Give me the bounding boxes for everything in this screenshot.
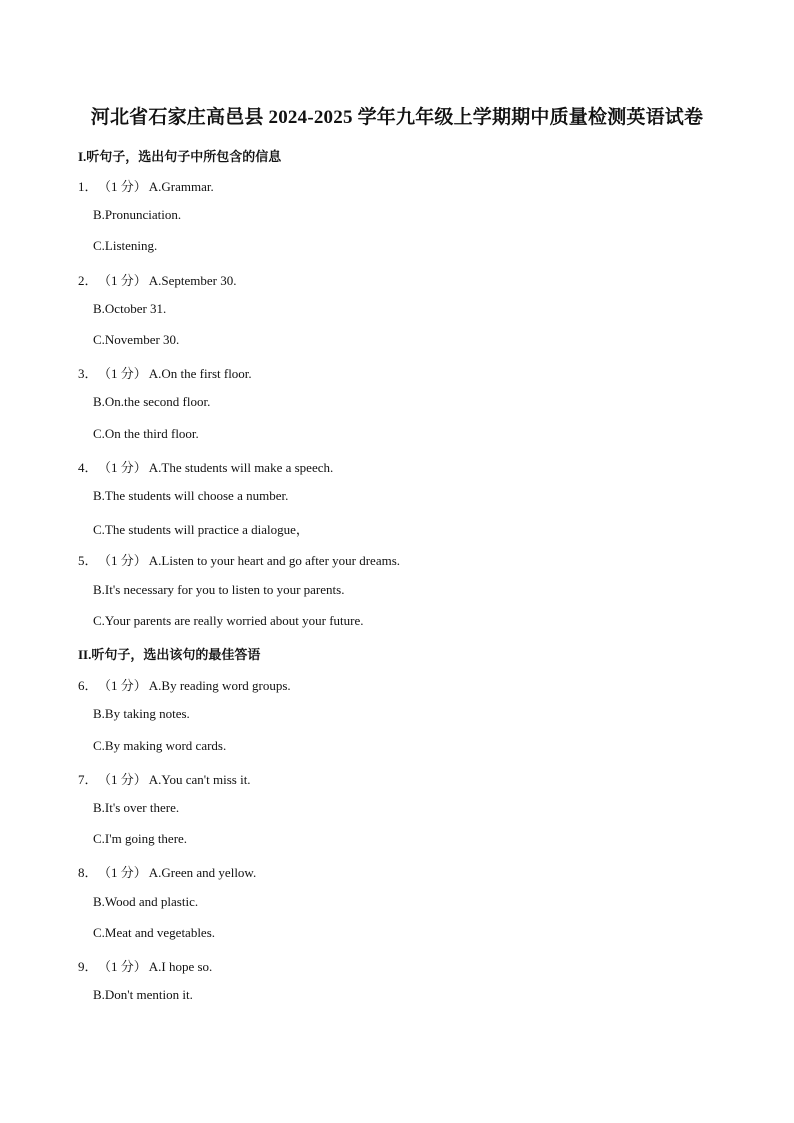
option-b: B.Wood and plastic. [93,894,199,909]
question-number: 4． [78,460,98,475]
option-a: A.On the first floor. [148,366,252,381]
option-c: C.Meat and vegetables. [93,925,216,940]
option-c: C.I'm going there. [93,831,188,846]
question-number: 1． [78,179,98,194]
question-score: （1 分） [98,179,147,194]
option-b: B.It's over there. [93,800,180,815]
option-a: A.You can't miss it. [148,772,251,787]
question-number: 5． [78,553,98,568]
option-c: C.November 30. [93,332,180,347]
option-b: B.October 31. [93,301,167,316]
question-score: （1 分） [98,460,147,475]
option-a: A.I hope so. [148,959,213,974]
option-b: B.Don't mention it. [93,987,193,1002]
option-b: B.Pronunciation. [93,207,182,222]
question-number: 9． [78,959,98,974]
question-score: （1 分） [98,772,147,787]
option-c: C.On the third floor. [93,426,199,441]
question-number: 2． [78,273,98,288]
option-b: B.By taking notes. [93,706,190,721]
question-number: 8． [78,865,98,880]
question-score: （1 分） [98,273,147,288]
question-score: （1 分） [98,959,147,974]
option-c: C.Listening. [93,238,158,253]
section-heading: I.听句子，选出句子中所包含的信息 [78,149,282,164]
page-title: 河北省石家庄高邑县 2024-2025 学年九年级上学期期中质量检测英语试卷 [90,107,704,128]
question-score: （1 分） [98,553,147,568]
question-score: （1 分） [98,865,147,880]
option-a: A.By reading word groups. [148,678,291,693]
option-a: A.Listen to your heart and go after your dreams. [148,553,401,568]
option-a: A.September 30. [148,273,237,288]
option-c: C.Your parents are really worried about your future. [93,613,364,628]
option-a: A.The students will make a speech. [148,460,334,475]
question-score: （1 分） [98,366,147,381]
question-number: 6． [78,678,98,693]
option-c: C.The students will practice a dialogue， [93,522,309,537]
question-number: 3． [78,366,98,381]
option-b: B.On.the second floor. [93,394,211,409]
section-heading: II.听句子，选出该句的最佳答语 [78,647,261,662]
option-a: A.Grammar. [148,179,214,194]
option-c: C.By making word cards. [93,738,227,753]
option-a: A.Green and yellow. [148,865,257,880]
option-b: B.The students will choose a number. [93,488,289,503]
option-b: B.It's necessary for you to listen to your parents. [93,582,345,597]
question-score: （1 分） [98,678,147,693]
question-number: 7． [78,772,98,787]
